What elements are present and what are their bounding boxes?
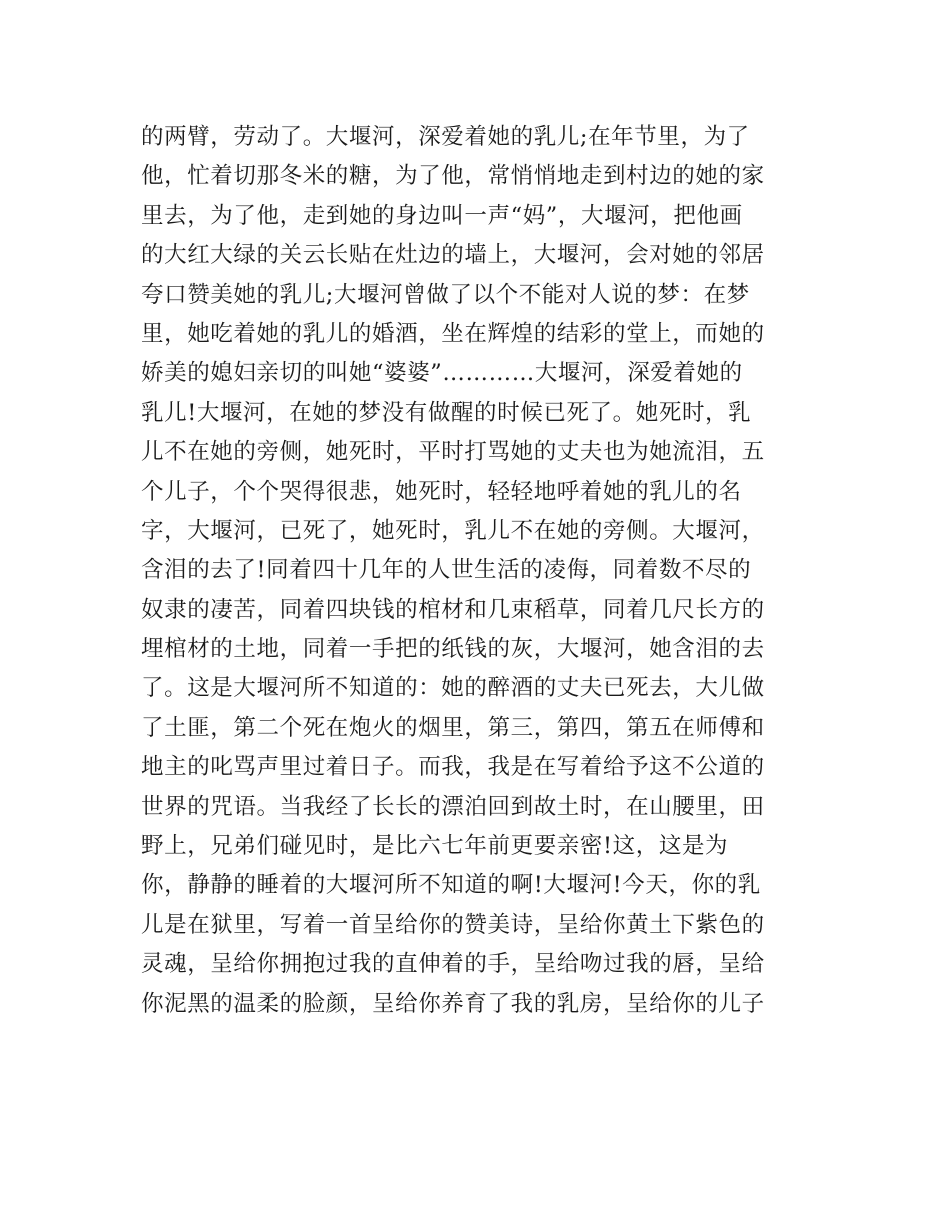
text-line: 了。这是大堰河所不知道的：她的醉酒的丈夫已死去，大儿做 (141, 675, 765, 702)
text-line: 儿是在狱里，写着一首呈给你的赞美诗，呈给你黄土下紫色的 (141, 911, 765, 938)
text-line: 野上，兄弟们碰见时，是比六七年前更要亲密!这，这是为 (141, 833, 729, 860)
text-line: 的大红大绿的关云长贴在灶边的墙上，大堰河，会对她的邻居 (141, 242, 765, 269)
text-line: 了土匪，第二个死在炮火的烟里，第三，第四，第五在师傅和 (141, 714, 765, 741)
text-line: 奴隶的凄苦，同着四块钱的棺材和几束稻草，同着几尺长方的 (141, 596, 765, 623)
text-line: 娇美的媳妇亲切的叫她“婆婆”…………大堰河，深爱着她的 (141, 360, 743, 387)
text-line: 灵魂，呈给你拥抱过我的直伸着的手，呈给吻过我的唇，呈给 (141, 951, 765, 978)
text-line: 世界的咒语。当我经了长长的漂泊回到故土时，在山腰里，田 (141, 793, 765, 820)
body-text (141, 118, 821, 1024)
text-line: 字，大堰河，已死了，她死时，乳儿不在她的旁侧。大堰河， (141, 517, 765, 544)
text-line: 夸口赞美她的乳儿;大堰河曾做了以个不能对人说的梦：在梦 (141, 281, 750, 308)
text-line: 含泪的去了!同着四十几年的人世生活的凌侮，同着数不尽的 (141, 557, 752, 584)
text-line: 你泥黑的温柔的脸颜，呈给你养育了我的乳房，呈给你的儿子 (141, 990, 765, 1017)
text-line: 里，她吃着她的乳儿的婚酒，坐在辉煌的结彩的堂上，而她的 (141, 320, 765, 347)
text-line: 儿不在她的旁侧，她死时，平时打骂她的丈夫也为她流泪，五 (141, 439, 765, 466)
text-line: 地主的叱骂声里过着日子。而我，我是在写着给予这不公道的 (141, 754, 765, 781)
text-line: 你，静静的睡着的大堰河所不知道的啊!大堰河!今天，你的乳 (141, 872, 761, 899)
text-line: 里去，为了他，走到她的身边叫一声“妈”，大堰河，把他画 (141, 202, 743, 229)
text-line: 的两臂，劳动了。大堰河，深爱着她的乳儿;在年节里，为了 (141, 124, 750, 150)
text-line: 埋棺材的土地，同着一手把的纸钱的灰，大堰河，她含泪的去 (141, 636, 765, 663)
text-line: 乳儿!大堰河，在她的梦没有做醒的时候已死了。她死时，乳 (141, 399, 752, 426)
text-line: 他，忙着切那冬米的糖，为了他，常悄悄地走到村边的她的家 (141, 163, 765, 190)
text-line: 个儿子，个个哭得很悲，她死时，轻轻地呼着她的乳儿的名 (141, 478, 742, 505)
